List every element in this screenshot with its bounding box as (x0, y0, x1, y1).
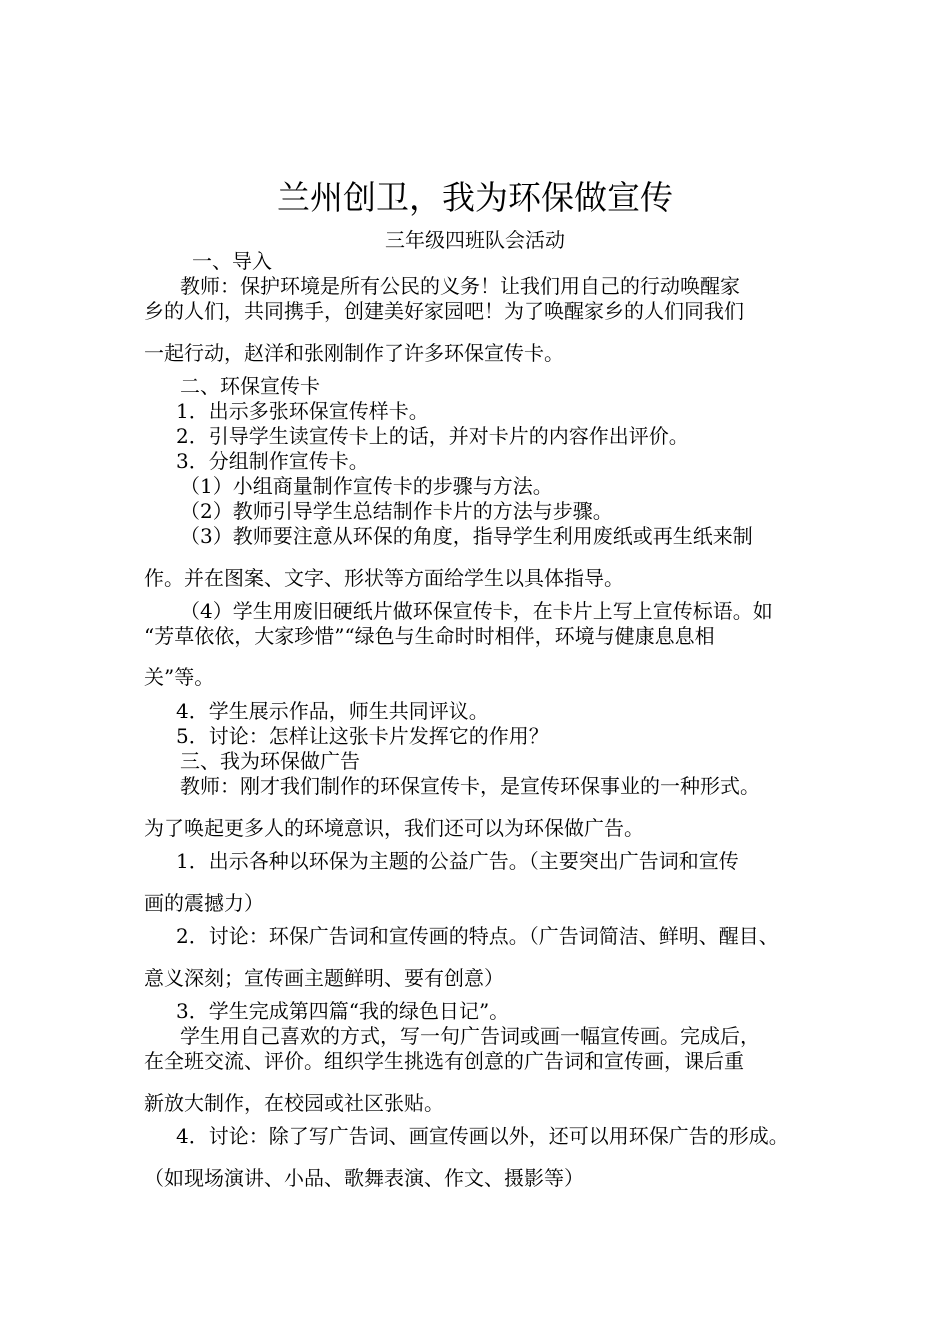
list-item: 4．学生展示作品，师生共同评议。 (176, 699, 489, 723)
paragraph-line: 作。并在图案、文字、形状等方面给学生以具体指导。 (144, 566, 624, 590)
document-subtitle: 三年级四班队会活动 (385, 228, 565, 252)
list-item: 1．出示多张环保宣传样卡。 (176, 399, 429, 423)
paragraph-line: 一起行动，赵洋和张刚制作了许多环保宣传卡。 (144, 341, 564, 365)
paragraph-line: 关”等。 (144, 665, 215, 689)
list-item: 3．分组制作宣传卡。 (176, 449, 369, 473)
paragraph-line: 乡的人们，共同携手，创建美好家园吧！为了唤醒家乡的人们同我们 (144, 299, 744, 323)
list-item: 3．学生完成第四篇“我的绿色日记”。 (176, 999, 510, 1023)
section-heading-intro: 一、导入 (192, 249, 272, 273)
document-title: 兰州创卫，我为环保做宣传 (277, 178, 673, 217)
paragraph-line: 学生用自己喜欢的方式，写一句广告词或画一幅宣传画。完成后， (180, 1024, 760, 1048)
paragraph-line: 画的震撼力） (144, 891, 264, 915)
list-item: 4．讨论：除了写广告词、画宣传画以外，还可以用环保广告的形成。 (176, 1124, 789, 1148)
list-item: 2．讨论：环保广告词和宣传画的特点。（广告词简洁、鲜明、醒目、 (176, 924, 779, 948)
paragraph-line: 在全班交流、评价。组织学生挑选有创意的广告词和宣传画，课后重 (144, 1049, 744, 1073)
list-item: （4）学生用废旧硬纸片做环保宣传卡，在卡片上写上宣传标语。如 (180, 599, 773, 623)
list-item: （2）教师引导学生总结制作卡片的方法与步骤。 (180, 499, 613, 523)
section-heading-ads: 三、我为环保做广告 (180, 749, 360, 773)
paragraph-line: 意义深刻；宣传画主题鲜明、要有创意） (144, 966, 504, 990)
list-item: （1）小组商量制作宣传卡的步骤与方法。 (180, 474, 553, 498)
list-item: （3）教师要注意从环保的角度，指导学生利用废纸或再生纸来制 (180, 524, 753, 548)
list-item: 1．出示各种以环保为主题的公益广告。（主要突出广告词和宣传 (176, 849, 739, 873)
paragraph-line: 教师：保护环境是所有公民的义务！让我们用自己的行动唤醒家 (180, 274, 740, 298)
paragraph-line: 新放大制作，在校园或社区张贴。 (144, 1091, 444, 1115)
paragraph-line: “芳草依依，大家珍惜”“绿色与生命时时相伴，环境与健康息息相 (144, 624, 715, 648)
paragraph-line: （如现场演讲、小品、歌舞表演、作文、摄影等） (144, 1166, 584, 1190)
list-item: 2．引导学生读宣传卡上的话，并对卡片的内容作出评价。 (176, 424, 689, 448)
section-heading-cards: 二、环保宣传卡 (180, 374, 320, 398)
paragraph-line: 教师：刚才我们制作的环保宣传卡，是宣传环保事业的一种形式。 (180, 774, 760, 798)
paragraph-line: 为了唤起更多人的环境意识，我们还可以为环保做广告。 (144, 816, 644, 840)
list-item: 5．讨论：怎样让这张卡片发挥它的作用？ (176, 724, 549, 748)
